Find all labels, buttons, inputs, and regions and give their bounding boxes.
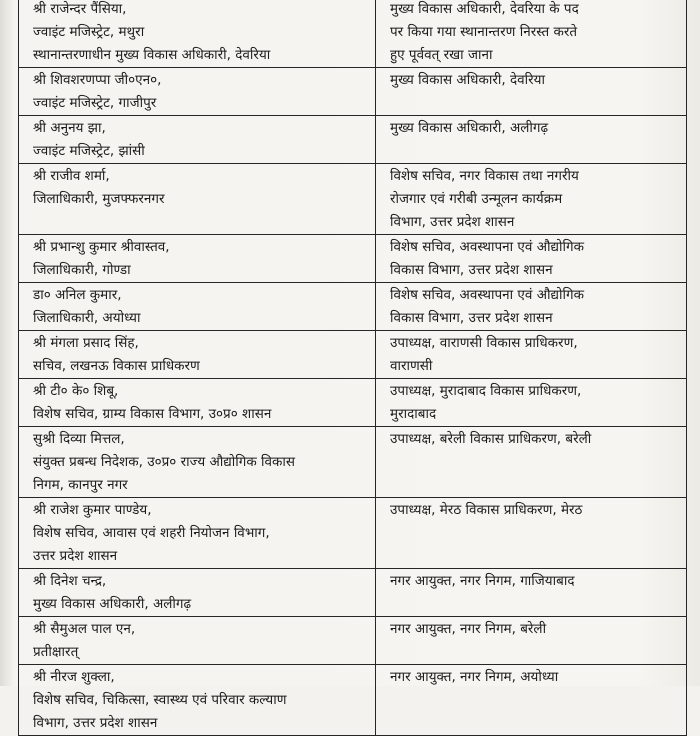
officer-line: मुख्य विकास अधिकारी, अलीगढ़	[33, 596, 192, 612]
officer-line: विशेष सचिव, आवास एवं शहरी नियोजन विभाग,	[33, 525, 270, 541]
posting-line: हुए पूर्ववत् रखा जाना	[390, 47, 493, 63]
officer-cell	[19, 283, 376, 331]
table-row	[19, 379, 687, 427]
officer-cell	[19, 68, 376, 116]
officer-line: श्री राजेन्दर पैंसिया,	[33, 1, 127, 17]
officer-line: सुश्री दिव्या मित्तल,	[33, 431, 125, 447]
posting-cell	[376, 331, 687, 379]
posting-line: विकास विभाग, उत्तर प्रदेश शासन	[390, 310, 553, 326]
table-row	[19, 617, 687, 665]
officer-line: श्री मंगला प्रसाद सिंह,	[33, 335, 139, 351]
officer-line: जिलाधिकारी, मुजफ्फरनगर	[33, 191, 165, 207]
posting-cell	[376, 379, 687, 427]
officer-line: श्री राजीव शर्मा,	[33, 168, 110, 184]
officer-line: विभाग, उत्तर प्रदेश शासन	[33, 715, 158, 731]
officer-line: श्री टी० के० शिबू,	[33, 383, 119, 399]
officer-cell	[19, 0, 376, 68]
officer-line: ज्वाइंट मजिस्ट्रेट, मथुरा	[33, 24, 145, 40]
posting-line: नगर आयुक्त, नगर निगम, गाजियाबाद	[390, 573, 575, 589]
posting-cell	[376, 498, 687, 569]
table-row	[19, 164, 687, 235]
table-row	[19, 0, 687, 68]
officer-line: जिलाधिकारी, गोण्डा	[33, 262, 131, 278]
posting-line: उपाध्यक्ष, बरेली विकास प्राधिकरण, बरेली	[390, 431, 592, 447]
officer-cell	[19, 235, 376, 283]
officer-line: विशेष सचिव, चिकित्सा, स्वास्थ्य एवं परिवार कल्याण	[33, 692, 287, 708]
officer-cell	[19, 617, 376, 665]
table-row	[19, 235, 687, 283]
posting-line: विकास विभाग, उत्तर प्रदेश शासन	[390, 262, 553, 278]
officer-line: डा० अनिल कुमार,	[33, 287, 122, 303]
officer-line: उत्तर प्रदेश शासन	[33, 548, 118, 564]
officer-line: श्री राजेश कुमार पाण्डेय,	[33, 502, 152, 518]
officer-line: विशेष सचिव, ग्राम्य विकास विभाग, उ०प्र० शासन	[33, 406, 272, 422]
posting-line: पर किया गया स्थानान्तरण निरस्त करते	[390, 24, 578, 40]
officer-line: स्थानान्तरणाधीन मुख्य विकास अधिकारी, देवरिया	[33, 47, 271, 63]
posting-cell	[376, 68, 687, 116]
table-row	[19, 665, 687, 736]
officer-line: श्री प्रभान्शु कुमार श्रीवास्तव,	[33, 239, 170, 255]
posting-line: मुख्य विकास अधिकारी, देवरिया के पद	[390, 1, 579, 17]
officer-cell	[19, 331, 376, 379]
posting-line: मुरादाबाद	[390, 406, 437, 422]
posting-line: विशेष सचिव, अवस्थापना एवं औद्योगिक	[390, 239, 584, 255]
posting-cell	[376, 0, 687, 68]
officer-cell	[19, 164, 376, 235]
officer-line: श्री शिवशरणप्पा जी०एन०,	[33, 72, 162, 88]
transfer-table	[18, 0, 687, 736]
transfer-table-body	[19, 0, 687, 736]
posting-line: मुख्य विकास अधिकारी, देवरिया	[390, 72, 545, 88]
officer-line: सचिव, लखनऊ विकास प्राधिकरण	[33, 358, 200, 374]
officer-line: ज्वाइंट मजिस्ट्रेट, झांसी	[33, 143, 145, 159]
posting-line: वाराणसी	[390, 358, 433, 374]
officer-cell	[19, 498, 376, 569]
posting-cell	[376, 665, 687, 736]
table-row	[19, 427, 687, 498]
officer-line: श्री दिनेश चन्द्र,	[33, 573, 107, 589]
posting-cell	[376, 283, 687, 331]
posting-cell	[376, 569, 687, 617]
officer-line: जिलाधिकारी, अयोध्या	[33, 310, 141, 326]
officer-cell	[19, 116, 376, 164]
posting-line: विभाग, उत्तर प्रदेश शासन	[390, 214, 515, 230]
posting-line: विशेष सचिव, अवस्थापना एवं औद्योगिक	[390, 287, 584, 303]
officer-line: निगम, कानपुर नगर	[33, 477, 128, 493]
officer-cell	[19, 379, 376, 427]
posting-line: मुख्य विकास अधिकारी, अलीगढ़	[390, 120, 549, 136]
officer-line: ज्वाइंट मजिस्ट्रेट, गाजीपुर	[33, 95, 157, 111]
table-row	[19, 116, 687, 164]
officer-line: संयुक्त प्रबन्ध निदेशक, उ०प्र० राज्य औद्योगिक विकास	[33, 454, 296, 470]
posting-line: विशेष सचिव, नगर विकास तथा नगरीय	[390, 168, 579, 184]
officer-cell	[19, 665, 376, 736]
table-row	[19, 569, 687, 617]
posting-line: रोजगार एवं गरीबी उन्मूलन कार्यक्रम	[390, 191, 563, 207]
posting-line: नगर आयुक्त, नगर निगम, अयोध्या	[390, 669, 559, 685]
table-row	[19, 68, 687, 116]
table-row	[19, 498, 687, 569]
posting-line: नगर आयुक्त, नगर निगम, बरेली	[390, 621, 547, 637]
table-row	[19, 331, 687, 379]
posting-cell	[376, 427, 687, 498]
posting-cell	[376, 164, 687, 235]
posting-cell	[376, 617, 687, 665]
officer-line: श्री सैमुअल पाल एन,	[33, 621, 136, 637]
table-row	[19, 283, 687, 331]
officer-cell	[19, 569, 376, 617]
officer-line: श्री नीरज शुक्ला,	[33, 669, 115, 685]
officer-cell	[19, 427, 376, 498]
posting-cell	[376, 235, 687, 283]
posting-line: उपाध्यक्ष, वाराणसी विकास प्राधिकरण,	[390, 335, 578, 351]
officer-line: प्रतीक्षारत्	[33, 644, 79, 660]
posting-line: उपाध्यक्ष, मेरठ विकास प्राधिकरण, मेरठ	[390, 502, 583, 518]
posting-cell	[376, 116, 687, 164]
officer-line: श्री अनुनय झा,	[33, 120, 106, 136]
posting-line: उपाध्यक्ष, मुरादाबाद विकास प्राधिकरण,	[390, 383, 582, 399]
